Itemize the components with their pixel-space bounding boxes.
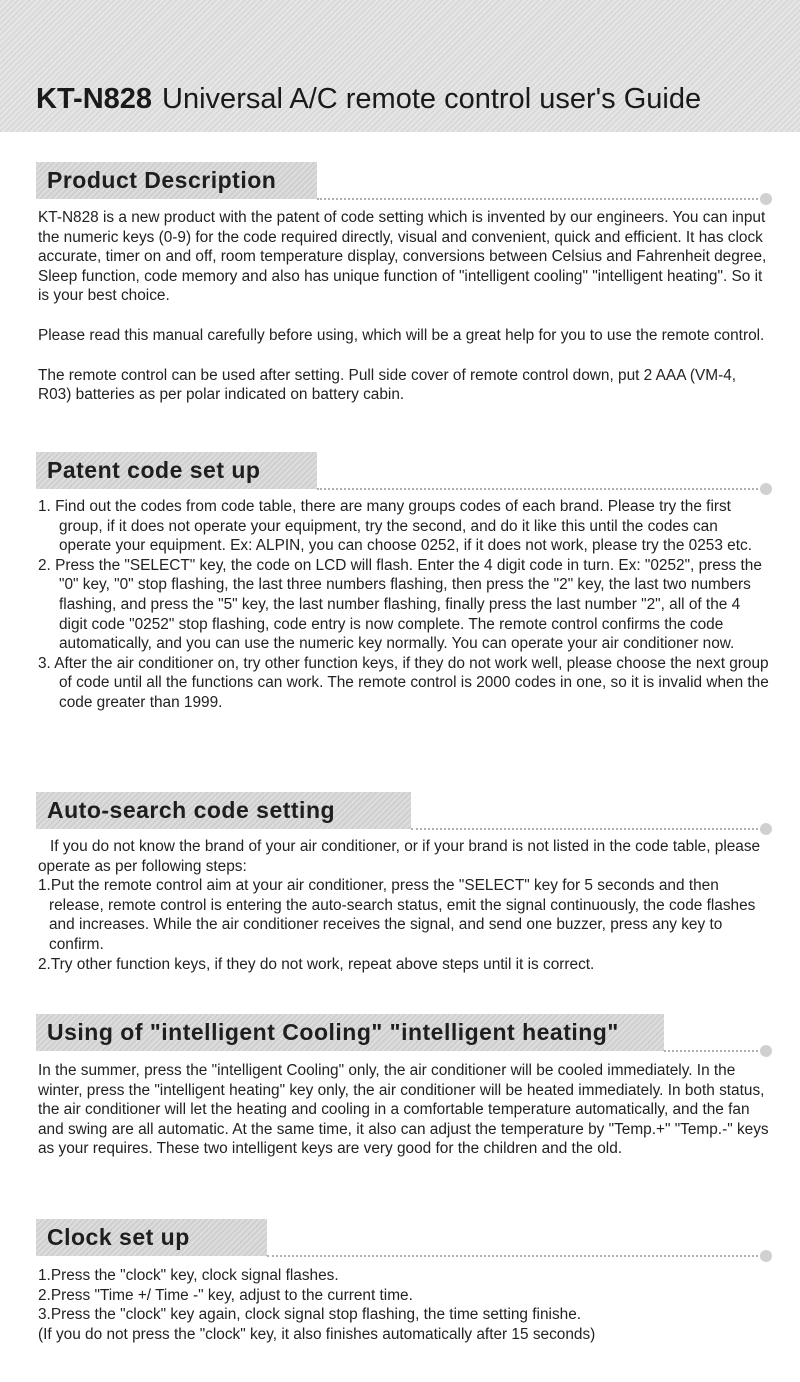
rule-dot — [760, 1250, 772, 1262]
section-header-autosearch — [36, 792, 776, 829]
section-rule — [664, 1050, 762, 1052]
paragraph: KT-N828 is a new product with the patent of code setting which is invented by our engineers. You can input the numeric keys (0-9) for the code required directly, visual and convenient, quick and efficient. It has clock accurate, timer on and off, room temperature display, conversions between Celsius and Fahrenheit degree, Sleep function, code memory and also has unique function of "intelligent cooling" "intelligent heating". So it is your best choice. — [38, 209, 767, 305]
paragraph: In the summer, press the "intelligent Cooling" only, the air conditioner will be cooled immediately. In the winter, press the "intelligent heating" key only, the air conditioner will be heated immediately. In both status, the air conditioner will let the heating and cooling in a comfortable temperature automatically, and the fan and swing are all automatic. At the same time, it also can adjust the temperature by "Temp.+" "Temp.-" keys as your requires. These two intelligent keys are very good for the children and the old. — [38, 1062, 769, 1158]
rule-dot — [760, 193, 772, 205]
list-item: 1. Find out the codes from code table, there are many groups codes of each brand. Please try the first group, if it does not operate your equipment, try the second, and do it like this until the codes can operate your equipment. Ex: ALPIN, you can choose 0252, if it does not work, please try the 0253 etc. — [38, 498, 752, 555]
list-item: 2.Try other function keys, if they do not work, repeat above steps until it is correct. — [38, 955, 595, 973]
section-title-intelligent: Using of "intelligent Cooling" "intelligent heating" — [47, 1019, 619, 1045]
section-rule — [317, 198, 762, 200]
section-title-autosearch: Auto-search code setting — [47, 797, 336, 823]
paragraph: The remote control can be used after setting. Pull side cover of remote control down, put 2 AAA (VM-4, R03) batteries as per polar indicated on battery cabin. — [38, 366, 737, 404]
intro-paragraph: If you do not know the brand of your air conditioner, or if your brand is not listed in the code table, please operate as per following steps: — [38, 838, 761, 875]
rule-dot — [760, 483, 772, 495]
list-item: 2.Press "Time +/ Time -" key, adjust to the current time. — [38, 1286, 413, 1304]
intelligent-body — [38, 1061, 772, 1159]
section-header-intelligent — [36, 1014, 776, 1051]
list-item: 1.Put the remote control aim at your air conditioner, press the "SELECT" key for 5 seconds and then release, remote control is entering the auto-search status, emit the signal continuously, the code flashes and increases. While the air conditioner receives the signal, and send one buzzer, press any key to confirm. — [38, 877, 756, 953]
section-rule — [267, 1255, 762, 1257]
product-description-body — [38, 208, 772, 405]
section-rule — [317, 488, 762, 490]
paragraph: Please read this manual carefully before using, which will be a great help for you to use the remote control. — [38, 326, 765, 344]
clock-body — [38, 1266, 772, 1344]
list-item: (If you do not press the "clock" key, it also finishes automatically after 15 seconds) — [38, 1325, 596, 1343]
guide-title: Universal A/C remote control user's Guide — [162, 83, 702, 115]
rule-dot — [760, 1045, 772, 1057]
list-item: 2. Press the "SELECT" key, the code on LCD will flash. Enter the 4 digit code in turn. Ex: "0252", press the "0" key, "0" stop flashing, the last three numbers flashing, then press the "2" key, the last two numbers flashing, and press the "5" key, the last number flashing, finally press the last number "2", all of the 4 digit code "0252" stop flashing, code entry is now complete. The remote control confirms the code automatically, and you can use the numeric key normally. You can operate your air conditioner now. — [38, 556, 762, 653]
list-item: 3. After the air conditioner on, try other function keys, if they do not work well, please choose the next group of code until all the functions can work. The remote control is 2000 codes in one, so it is invalid when the code greater than 1999. — [38, 654, 769, 711]
list-item: 1.Press the "clock" key, clock signal flashes. — [38, 1267, 339, 1284]
section-header-clock — [36, 1219, 776, 1256]
list-item: 3.Press the "clock" key again, clock signal stop flashing, the time setting finishe. — [38, 1306, 582, 1324]
section-title-patent: Patent code set up — [47, 457, 261, 483]
rule-dot — [760, 823, 772, 835]
section-header-patent — [36, 452, 776, 489]
section-title-clock: Clock set up — [47, 1224, 190, 1250]
section-header-product — [36, 162, 776, 199]
patent-code-body — [38, 497, 772, 713]
section-rule — [411, 828, 762, 830]
model-number: KT-N828 — [36, 83, 153, 115]
section-title-product: Product Description — [47, 167, 277, 193]
autosearch-body — [38, 837, 772, 974]
page-title — [36, 83, 701, 116]
